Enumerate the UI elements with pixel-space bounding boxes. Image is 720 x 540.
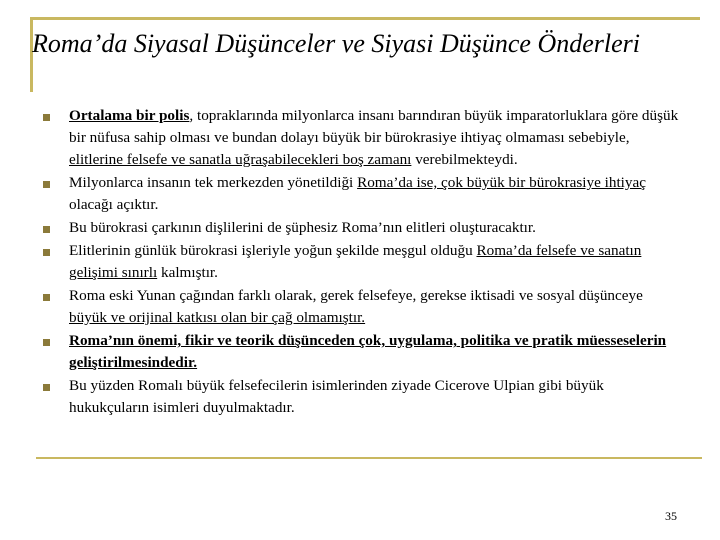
square-bullet-icon	[43, 249, 50, 256]
bullet-text: Milyonlarca insanın tek merkezden yönetildiği	[69, 174, 358, 191]
bullet-text: Roma’nın önemi, fikir ve teorik düşünceden çok, uygulama, politika ve pratik müesseselerin geliştirilmesindedir.	[69, 332, 667, 371]
bullet-text: Elitlerinin günlük bürokrasi işleriyle yoğun şekilde meşgul olduğu	[69, 242, 477, 259]
bullet-text: Bu bürokrasi çarkının dişlilerini de şüphesiz Roma’nın elitleri oluşturacaktır.	[69, 219, 536, 236]
square-bullet-icon	[43, 114, 50, 121]
square-bullet-icon	[43, 384, 50, 391]
bullet-text: Roma eski Yunan çağından farklı olarak, gerek felsefeye, gerekse iktisadi ve sosyal düşünceye	[69, 287, 643, 304]
bullet-item	[40, 285, 680, 329]
bullet-text: elitlerine felsefe ve sanatla uğraşabilecekleri boş zamanı	[69, 151, 412, 168]
square-bullet-icon	[43, 226, 50, 233]
bullet-text: Bu yüzden Romalı büyük felsefecilerin isimlerinden ziyade Cicerove Ulpian gibi büyük hukukçuların isimleri duyulmaktadır.	[69, 377, 604, 416]
bullet-text: verebilmekteydi.	[411, 151, 518, 168]
bullet-item	[40, 375, 680, 419]
square-bullet-icon	[43, 339, 50, 346]
bullet-text: kalmıştır.	[157, 264, 218, 281]
bullet-item	[40, 330, 680, 374]
square-bullet-icon	[43, 294, 50, 301]
bullet-item	[40, 217, 680, 239]
slide-title: Roma’da Siyasal Düşünceler ve Siyasi Düşünce Önderleri	[32, 29, 640, 58]
bullet-item	[40, 240, 680, 284]
frame-top-line	[30, 17, 700, 20]
square-bullet-icon	[43, 181, 50, 188]
page-number: 35	[665, 509, 677, 523]
bullet-text: Roma’da felsefe ve sanatın gelişimi sınırlı	[69, 242, 642, 281]
bullet-item	[40, 172, 680, 216]
bullet-text: , topraklarında milyonlarca insanı barındıran büyük imparatorluklara göre düşük bir nüfusa sahip olması ve bundan dolayı büyük bir bürokrasiye ihtiyaç olmaması sebebiyle,	[69, 107, 679, 146]
frame-bottom-line	[36, 457, 702, 459]
bullet-text: Roma’da ise, çok büyük bir bürokrasiye ihtiyaç	[357, 174, 646, 191]
bullet-text: büyük ve orijinal katkısı olan bir çağ olmamıştır.	[69, 309, 366, 326]
bullet-item	[40, 105, 680, 171]
bullet-list	[40, 105, 680, 420]
bullet-text: olacağı açıktır.	[69, 196, 159, 213]
bullet-text: Ortalama bir polis	[69, 107, 190, 124]
